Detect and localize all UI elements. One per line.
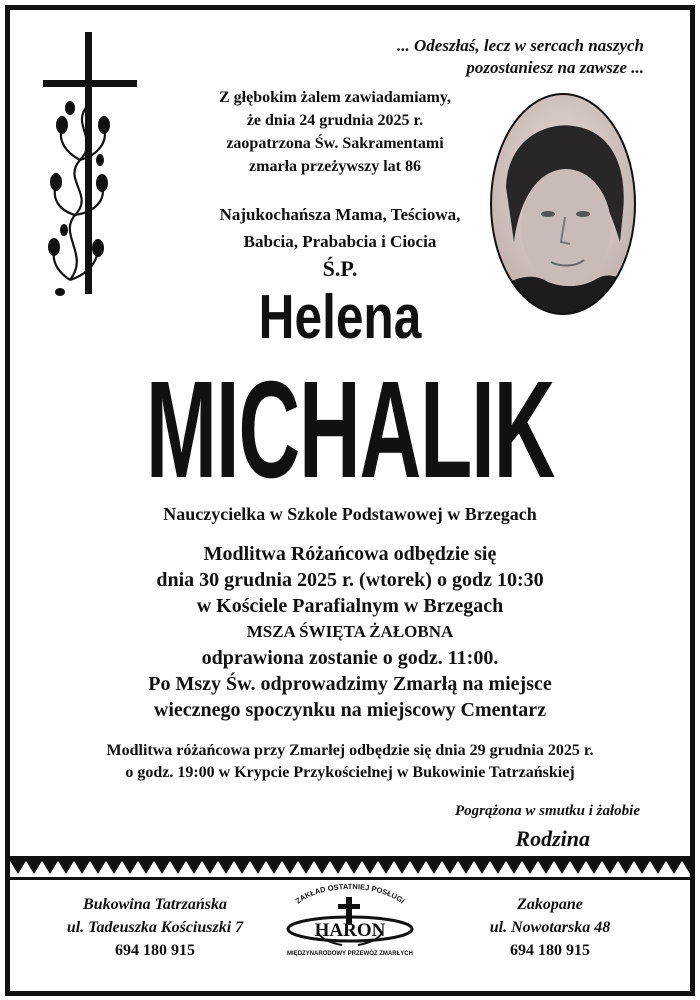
portrait-photo	[488, 92, 638, 317]
memorial-quote	[397, 35, 644, 79]
rosary-line-1: Modlitwa różańcowa przy Zmarłej odbędzie się dnia 29 grudnia 2025 r.	[106, 742, 594, 759]
quote-line-1: ... Odeszłaś, lecz w sercach naszych	[397, 36, 644, 55]
cross-icon	[40, 30, 140, 300]
footer-right-city: Zakopane	[517, 896, 583, 913]
mourners-line: Pogrążona w smutku i żałobie	[454, 803, 640, 819]
logo-top-text: ZAKŁAD OSTATNIEJ POSŁUGI	[293, 883, 407, 906]
mass-line-5: odprawiona zostanie o godz. 11:00.	[201, 647, 499, 669]
intro-line-4: zmarła przeżywszy lat 86	[249, 158, 421, 175]
mourners	[455, 800, 640, 856]
logo-bottom-text: MIĘDZYNARODOWY PRZEWÓZ ZMARŁYCH	[287, 951, 413, 957]
family-signature: Rodzina	[515, 826, 590, 851]
footer-right-address	[440, 893, 660, 962]
footer-left-street: ul. Tadeuszka Kościuszki 7	[66, 919, 244, 936]
relation-line-1: Najukochańsza Mama, Teściowa,	[219, 205, 461, 224]
footer-left-address	[20, 893, 290, 962]
intro-line-3: zaopatrzona Św. Sakramentami	[226, 135, 444, 152]
relation-line-2: Babcia, Prababcia i Ciocia	[243, 232, 437, 251]
announcement	[180, 86, 490, 178]
footer-left-phone: 694 180 915	[115, 942, 195, 959]
mass-line-2: dnia 30 grudnia 2025 r. (wtorek) o godz 10:30	[156, 569, 544, 591]
mass-line-3: w Kościele Parafialnym w Brzegach	[196, 595, 504, 617]
rosary-line-2: o godz. 19:00 w Krypcie Przykościelnej w Bukowinie Tatrzańskiej	[125, 764, 575, 781]
footer-left-city: Bukowina Tatrzańska	[83, 896, 227, 913]
mass-line-4: MSZA ŚWIĘTA ŻAŁOBNA	[246, 622, 454, 641]
mass-line-1: Modlitwa Różańcowa odbędzie się	[203, 543, 497, 565]
footer-right-phone: 694 180 915	[510, 942, 590, 959]
rosary-details	[0, 740, 700, 784]
zigzag-divider	[10, 856, 690, 882]
first-name: Helena	[258, 283, 422, 352]
funeral-details	[0, 541, 700, 723]
relation-text	[180, 201, 500, 255]
profession: Nauczycielka w Szkole Podstawowej w Brzegach	[163, 504, 537, 524]
intro-line-2: że dnia 24 grudnia 2025 r.	[246, 112, 424, 129]
last-name: MICHALIK	[145, 353, 555, 507]
logo-name: HARON	[314, 920, 386, 941]
mass-line-6: Po Mszy Św. odprowadzimy Zmarłą na miejsce	[148, 673, 552, 695]
charon-logo	[270, 883, 430, 963]
title-prefix: Ś.P.	[322, 256, 358, 281]
mass-line-7: wiecznego spoczynku na miejscowy Cmentarz	[153, 699, 547, 721]
intro-line-1: Z głębokim żalem zawiadamiamy,	[219, 89, 451, 106]
quote-line-2: pozostaniesz na zawsze ...	[466, 58, 644, 77]
footer-right-street: ul. Nowotarska 48	[489, 919, 611, 936]
